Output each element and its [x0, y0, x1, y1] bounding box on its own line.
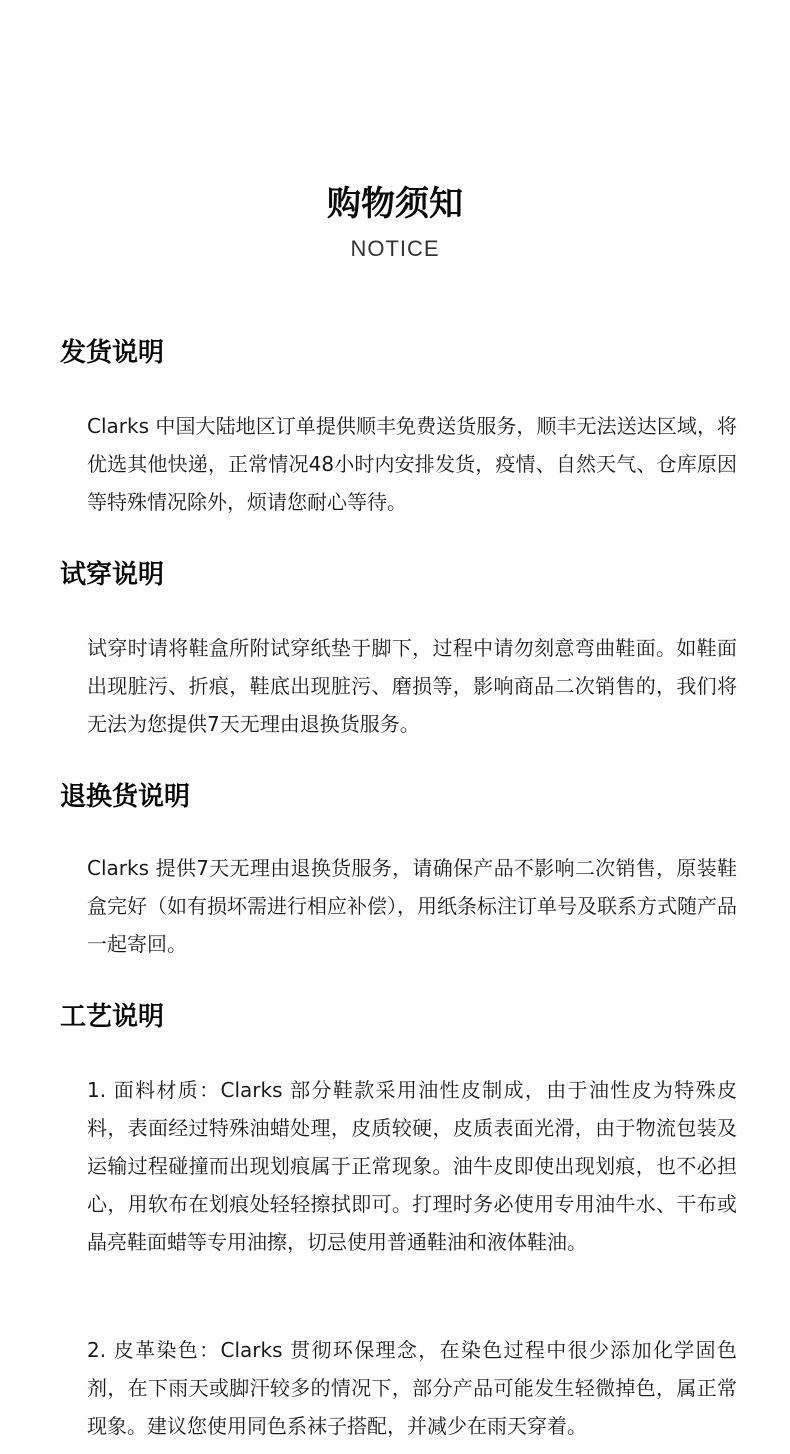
section-heading-returns: 退换货说明 — [60, 782, 191, 812]
section-heading-trial: 试穿说明 — [60, 560, 165, 590]
section-text-craft-materials: 1. 面料材质：Clarks 部分鞋款采用油性皮制成，由于油性皮为特殊皮料，表面经过特殊油蜡处理，皮质较硬，皮质表面光滑，由于物流包装及运输过程碰撞而出现划痕属于正常现象。油牛皮即使出现划痕，也不必担心，用软布在划痕处轻轻擦拭即可。打理时务必使用专用油牛水、干布或晶亮鞋面蜡等专用油擦，切忌使用普通鞋油和液体鞋油。 — [87, 1078, 737, 1254]
section-heading-craft: 工艺说明 — [60, 1002, 165, 1032]
page-title: 购物须知 — [327, 184, 463, 224]
section-text-craft-dyeing: 2. 皮革染色：Clarks 贯彻环保理念，在染色过程中很少添加化学固色剂，在下雨天或脚汗较多的情况下，部分产品可能发生轻微掉色，属正常现象。建议您使用同色系袜子搭配，并减少在雨天穿着。 — [87, 1338, 737, 1438]
section-text-shipping: Clarks 中国大陆地区订单提供顺丰免费送货服务，顺丰无法送达区域，将优选其他快递，正常情况48小时内安排发货，疫情、自然天气、仓库原因等特殊情况除外，烦请您耐心等待。 — [87, 414, 737, 514]
section-heading-shipping: 发货说明 — [60, 338, 165, 368]
section-text-returns: Clarks 提供7天无理由退换货服务，请确保产品不影响二次销售，原装鞋盒完好（如有损坏需进行相应补偿），用纸条标注订单号及联系方式随产品一起寄回。 — [87, 856, 737, 956]
section-text-trial: 试穿时请将鞋盒所附试穿纸垫于脚下，过程中请勿刻意弯曲鞋面。如鞋面出现脏污、折痕，鞋底出现脏污、磨损等，影响商品二次销售的，我们将无法为您提供7天无理由退换货服务。 — [87, 636, 737, 736]
page-subtitle: NOTICE — [350, 236, 440, 261]
